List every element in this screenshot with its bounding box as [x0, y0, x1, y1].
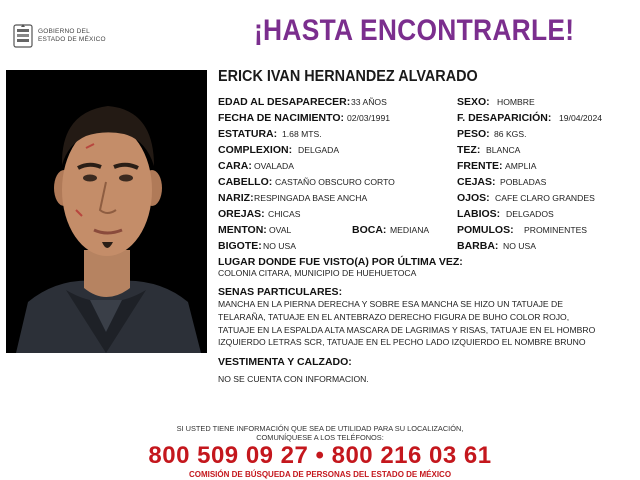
last-seen-label: LUGAR DONDE FUE VISTO(A) POR ÚLTIMA VEZ: [218, 256, 463, 268]
headline: ¡HASTA ENCONTRARLE! [254, 14, 575, 47]
vestimenta-value: NO SE CUENTA CON INFORMACION. [218, 374, 369, 384]
cabello-label: CABELLO: [218, 176, 273, 188]
coat-of-arms-icon [12, 23, 34, 49]
ojos-value: CAFE CLARO GRANDES [495, 193, 595, 203]
ojos-label: OJOS: [457, 192, 490, 204]
bigote-label: BIGOTE: [218, 240, 262, 252]
cabello-value: CASTAÑO OBSCURO CORTO [275, 177, 395, 187]
fecha-nacimiento-label: FECHA DE NACIMIENTO: [218, 112, 344, 124]
f-desaparicion-label: F. DESAPARICIÓN: [457, 112, 552, 124]
barba-value: NO USA [503, 241, 536, 251]
frente-value: AMPLIA [505, 161, 537, 171]
labios-value: DELGADOS [506, 209, 554, 219]
sexo-label: SEXO: [457, 96, 490, 108]
tez-value: BLANCA [486, 145, 521, 155]
vestimenta-label: VESTIMENTA Y CALZADO: [218, 356, 352, 368]
contact-line-1: SI USTED TIENE INFORMACIÓN QUE SEA DE UTILIDAD PARA SU LOCALIZACIÓN, [176, 424, 464, 433]
portrait-illustration [6, 70, 207, 353]
f-desaparicion-value: 19/04/2024 [559, 113, 603, 123]
boca-value: MEDIANA [390, 225, 430, 235]
last-seen-value: COLONIA CITARA, MUNICIPIO DE HUEHUETOCA [218, 268, 417, 278]
sexo-value: HOMBRE [497, 97, 535, 107]
pomulos-value: PROMINENTES [524, 225, 588, 235]
barba-label: BARBA: [457, 240, 499, 252]
nariz-value: RESPINGADA BASE ANCHA [254, 193, 368, 203]
logo-line-1: GOBIERNO DEL [38, 28, 90, 35]
edad-label: EDAD AL DESAPARECER: [218, 96, 351, 108]
orejas-value: CHICAS [268, 209, 301, 219]
boca-label: BOCA: [352, 224, 387, 236]
cara-label: CARA: [218, 160, 252, 172]
estatura-label: ESTATURA: [218, 128, 278, 140]
contact-line-2: COMUNÍQUESE A LOS TELÉFONOS: [256, 433, 384, 442]
complexion-label: COMPLEXION: [218, 144, 293, 156]
missing-person-photo [6, 70, 207, 353]
pomulos-label: POMULOS: [457, 224, 514, 236]
menton-value: OVAL [269, 225, 292, 235]
labios-label: LABIOS: [457, 208, 501, 220]
edad-value: 33 AÑOS [351, 97, 387, 107]
peso-value: 86 KGS. [494, 129, 527, 139]
tez-label: TEZ: [457, 144, 481, 156]
cejas-value: POBLADAS [500, 177, 547, 187]
fecha-nacimiento-value: 02/03/1991 [347, 113, 391, 123]
state-government-logo [12, 22, 132, 50]
frente-label: FRENTE: [457, 160, 503, 172]
menton-label: MENTON: [218, 224, 267, 236]
nariz-label: NARIZ: [218, 192, 254, 204]
phone-numbers: 800 509 09 27 • 800 216 03 61 [148, 442, 492, 469]
senas-value: MANCHA EN LA PIERNA DERECHA Y SOBRE ESA MANCHA SE HIZO UN TATUAJE DE TELARAÑA, TATUAJE EN EL ANTEBRAZO DERECHO FIGURA DE BUHO COLOR ROJO, TATUAJE EN LA ESPALDA ALTA MASCARA DE LAGRIMAS Y RISAS, TATUAJE EN EL HOMBRO IZQUIERDO LETRAS SCR, TATUAJE EN EL PECHO LADO IZQUIERDO EL NOMBRE BRUNO [218, 299, 596, 348]
senas-label: SENAS PARTICULARES: [218, 286, 343, 298]
logo-line-2: ESTADO DE MÉXICO [38, 36, 106, 43]
estatura-value: 1.68 MTS. [282, 129, 322, 139]
peso-label: PESO: [457, 128, 490, 140]
bigote-value: NO USA [263, 241, 296, 251]
logo-text [38, 28, 106, 44]
complexion-value: DELGADA [298, 145, 340, 155]
orejas-label: OREJAS: [218, 208, 265, 220]
person-name: ERICK IVAN HERNANDEZ ALVARADO [218, 68, 478, 85]
cejas-label: CEJAS: [457, 176, 496, 188]
commission-name: COMISIÓN DE BÚSQUEDA DE PERSONAS DEL ESTADO DE MÉXICO [188, 470, 452, 479]
cara-value: OVALADA [254, 161, 294, 171]
